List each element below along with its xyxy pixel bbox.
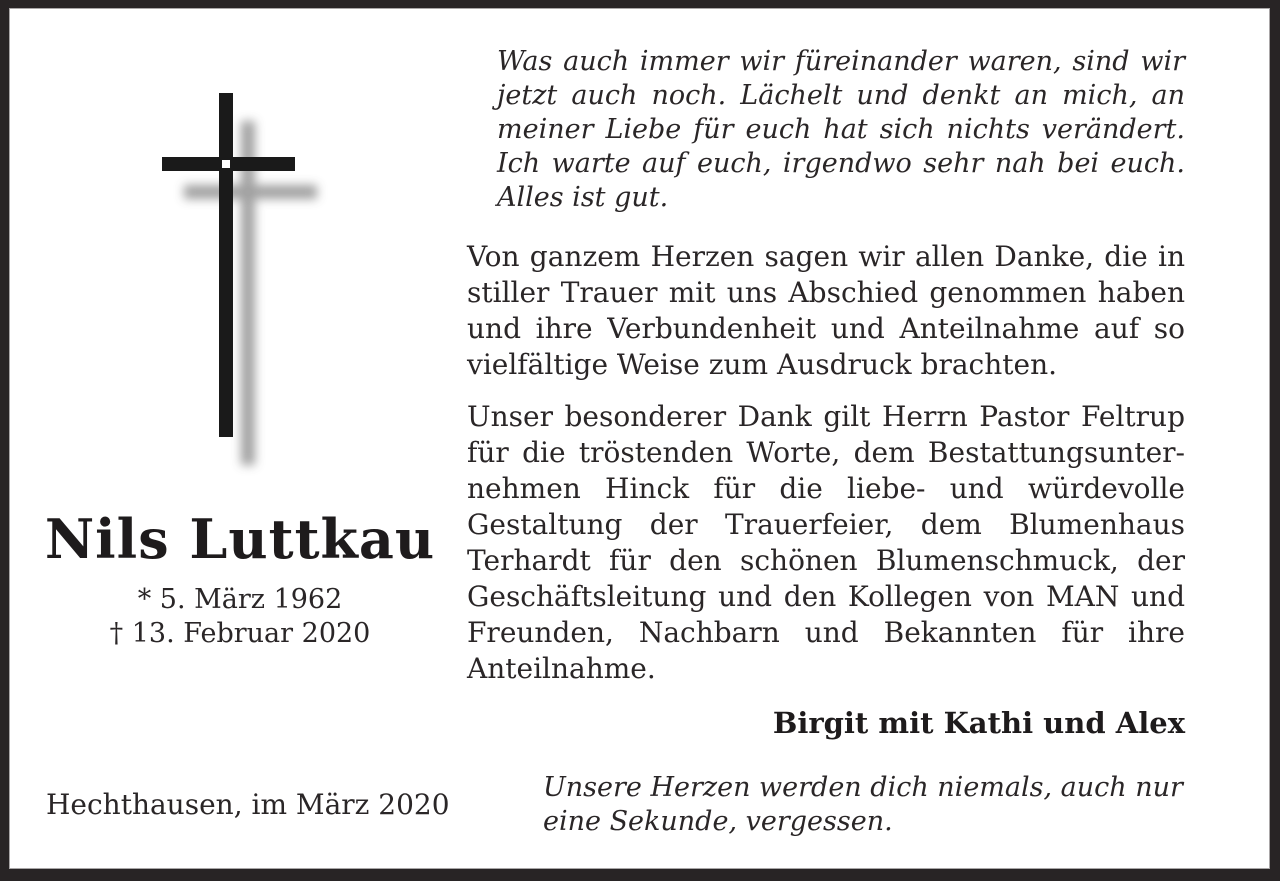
left-column bbox=[10, 9, 470, 868]
thanks-paragraph: Von ganzem Herzen sagen wir allen Danke, die in stiller Trauer mit uns Abschied genommen haben und ihre Verbundenheit und Anteilnahme auf so vielfältige Weise zum Ausdruck brachten. bbox=[467, 240, 1185, 381]
life-dates bbox=[10, 583, 470, 651]
cross-center-dot bbox=[222, 160, 230, 168]
family-signature: Birgit mit Kathi und Alex bbox=[772, 706, 1185, 740]
latin-cross-icon bbox=[162, 93, 332, 473]
thanks-paragraph: Unser besonderer Dank gilt Herrn Pastor Feltrup für die tröstenden Worte, dem Bestattungsunternehmen Hinck für die liebe- und würdevolle Gestaltung der Trauerfeier, dem Blumenhaus Terhardt für den schönen Blumenschmuck, der Geschäftsleitung und den Kollegen von MAN und Freunden, Nachbarn und Bekannten für ihre Anteilnahme. bbox=[467, 400, 1185, 685]
right-column bbox=[467, 9, 1185, 868]
closing-quote: Unsere Herzen werden dich niemals, auch nur eine Sekunde, vergessen. bbox=[543, 772, 1183, 837]
opening-quote: Was auch immer wir füreinander waren, sind wir jetzt auch noch. Lächelt und denkt an mich, an meiner Liebe für euch hat sich nichts verändert. Ich warte auf euch, irgendwo sehr nah bei euch. Alles ist gut. bbox=[497, 46, 1185, 213]
place-and-date: Hechthausen, im März 2020 bbox=[46, 788, 450, 821]
obituary-card bbox=[9, 8, 1270, 869]
cross-vertical-bar bbox=[219, 93, 233, 437]
death-date: † 13. Februar 2020 bbox=[109, 618, 371, 649]
birth-date: * 5. März 1962 bbox=[137, 584, 343, 615]
deceased-name: Nils Luttkau bbox=[44, 507, 436, 571]
